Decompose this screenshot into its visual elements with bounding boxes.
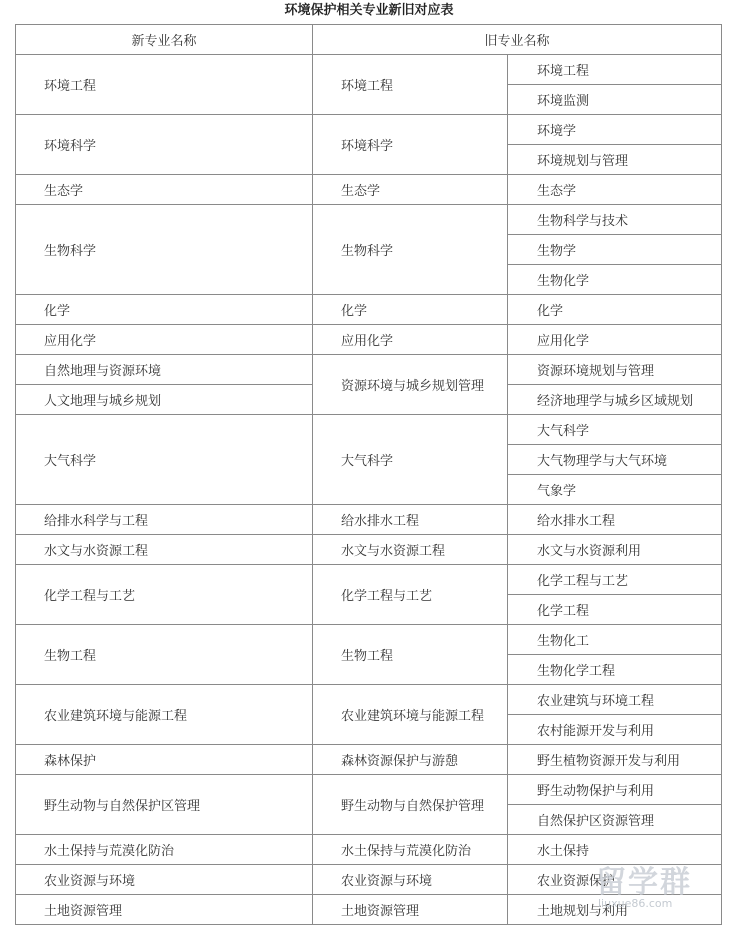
table-row bbox=[16, 535, 722, 565]
table-row bbox=[16, 685, 722, 715]
old-sub-major-cell: 水土保持 bbox=[508, 835, 722, 865]
old-sub-major-cell: 农业建筑与环境工程 bbox=[508, 685, 722, 715]
watermark-url: liuxue86.com bbox=[598, 897, 673, 910]
old-sub-major-cell: 环境规划与管理 bbox=[508, 145, 722, 175]
old-major-cell: 生物科学 bbox=[313, 205, 508, 295]
old-sub-major-cell: 农村能源开发与利用 bbox=[508, 715, 722, 745]
old-major-cell: 水文与水资源工程 bbox=[313, 535, 508, 565]
old-major-cell: 化学工程与工艺 bbox=[313, 565, 508, 625]
old-sub-major-cell: 生物科学与技术 bbox=[508, 205, 722, 235]
old-major-cell: 森林资源保护与游憩 bbox=[313, 745, 508, 775]
old-major-cell: 野生动物与自然保护管理 bbox=[313, 775, 508, 835]
table-row bbox=[16, 415, 722, 445]
old-major-cell: 应用化学 bbox=[313, 325, 508, 355]
table-row bbox=[16, 115, 722, 145]
new-major-cell: 土地资源管理 bbox=[16, 895, 313, 925]
new-major-cell: 水土保持与荒漠化防治 bbox=[16, 835, 313, 865]
new-major-cell: 生态学 bbox=[16, 175, 313, 205]
old-major-cell: 土地资源管理 bbox=[313, 895, 508, 925]
old-sub-major-cell: 生物化工 bbox=[508, 625, 722, 655]
old-major-cell: 化学 bbox=[313, 295, 508, 325]
new-major-cell: 大气科学 bbox=[16, 415, 313, 505]
old-major-cell: 大气科学 bbox=[313, 415, 508, 505]
table-row bbox=[16, 775, 722, 805]
table-row bbox=[16, 295, 722, 325]
new-major-cell: 水文与水资源工程 bbox=[16, 535, 313, 565]
table-row bbox=[16, 565, 722, 595]
new-major-cell: 人文地理与城乡规划 bbox=[16, 385, 313, 415]
old-sub-major-cell: 环境工程 bbox=[508, 55, 722, 85]
old-sub-major-cell: 给水排水工程 bbox=[508, 505, 722, 535]
new-major-cell: 化学工程与工艺 bbox=[16, 565, 313, 625]
header-row bbox=[16, 25, 722, 55]
old-major-cell: 水土保持与荒漠化防治 bbox=[313, 835, 508, 865]
old-sub-major-cell: 经济地理学与城乡区域规划 bbox=[508, 385, 722, 415]
new-major-cell: 生物工程 bbox=[16, 625, 313, 685]
new-major-cell: 化学 bbox=[16, 295, 313, 325]
old-sub-major-cell: 资源环境规划与管理 bbox=[508, 355, 722, 385]
new-major-cell: 环境工程 bbox=[16, 55, 313, 115]
old-sub-major-cell: 生物化学 bbox=[508, 265, 722, 295]
old-sub-major-cell: 化学工程 bbox=[508, 595, 722, 625]
old-sub-major-cell: 自然保护区资源管理 bbox=[508, 805, 722, 835]
old-sub-major-cell: 生态学 bbox=[508, 175, 722, 205]
old-sub-major-cell: 土地规划与利用 bbox=[508, 895, 722, 925]
old-sub-major-cell: 环境监测 bbox=[508, 85, 722, 115]
table-row bbox=[16, 505, 722, 535]
old-sub-major-cell: 生物化学工程 bbox=[508, 655, 722, 685]
new-major-cell: 给排水科学与工程 bbox=[16, 505, 313, 535]
old-sub-major-cell: 化学工程与工艺 bbox=[508, 565, 722, 595]
header-old-major: 旧专业名称 bbox=[313, 25, 722, 55]
new-major-cell: 农业资源与环境 bbox=[16, 865, 313, 895]
old-major-cell: 生态学 bbox=[313, 175, 508, 205]
old-major-cell: 给水排水工程 bbox=[313, 505, 508, 535]
table-row bbox=[16, 205, 722, 235]
old-sub-major-cell: 环境学 bbox=[508, 115, 722, 145]
new-major-cell: 环境科学 bbox=[16, 115, 313, 175]
old-sub-major-cell: 生物学 bbox=[508, 235, 722, 265]
old-sub-major-cell: 大气科学 bbox=[508, 415, 722, 445]
old-sub-major-cell: 农业资源保护 bbox=[508, 865, 722, 895]
new-major-cell: 生物科学 bbox=[16, 205, 313, 295]
old-sub-major-cell: 野生植物资源开发与利用 bbox=[508, 745, 722, 775]
old-major-cell: 农业建筑环境与能源工程 bbox=[313, 685, 508, 745]
old-major-cell: 生物工程 bbox=[313, 625, 508, 685]
old-sub-major-cell: 水文与水资源利用 bbox=[508, 535, 722, 565]
old-sub-major-cell: 野生动物保护与利用 bbox=[508, 775, 722, 805]
header-new-major: 新专业名称 bbox=[16, 25, 313, 55]
old-major-cell: 环境科学 bbox=[313, 115, 508, 175]
new-major-cell: 森林保护 bbox=[16, 745, 313, 775]
table-title: 环境保护相关专业新旧对应表 bbox=[284, 3, 454, 18]
old-sub-major-cell: 大气物理学与大气环境 bbox=[508, 445, 722, 475]
table-row bbox=[16, 625, 722, 655]
new-major-cell: 自然地理与资源环境 bbox=[16, 355, 313, 385]
old-major-cell: 环境工程 bbox=[313, 55, 508, 115]
major-mapping-table bbox=[15, 24, 722, 925]
old-sub-major-cell: 气象学 bbox=[508, 475, 722, 505]
table-body bbox=[16, 55, 722, 925]
table-row bbox=[16, 355, 722, 385]
new-major-cell: 应用化学 bbox=[16, 325, 313, 355]
site-watermark bbox=[596, 857, 726, 921]
table-row bbox=[16, 745, 722, 775]
table-row bbox=[16, 55, 722, 85]
old-major-cell: 资源环境与城乡规划管理 bbox=[313, 355, 508, 415]
new-major-cell: 农业建筑环境与能源工程 bbox=[16, 685, 313, 745]
new-major-cell: 野生动物与自然保护区管理 bbox=[16, 775, 313, 835]
old-sub-major-cell: 化学 bbox=[508, 295, 722, 325]
old-major-cell: 农业资源与环境 bbox=[313, 865, 508, 895]
old-sub-major-cell: 应用化学 bbox=[508, 325, 722, 355]
watermark-logo-text: 留学群 bbox=[596, 865, 692, 900]
table-row bbox=[16, 325, 722, 355]
table-row bbox=[16, 175, 722, 205]
